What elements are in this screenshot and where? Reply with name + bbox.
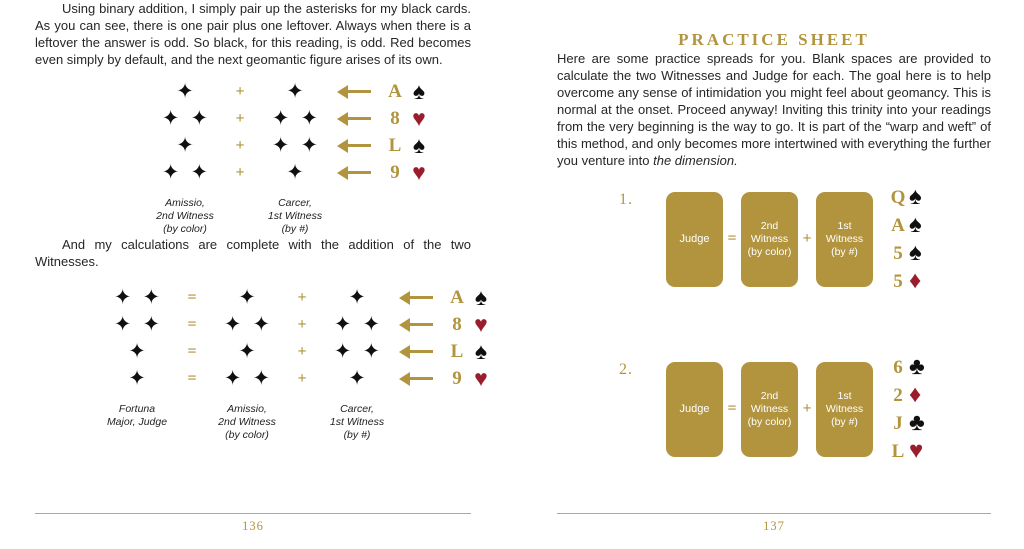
star-icon: ✦ xyxy=(348,367,366,390)
practice-spread-1 xyxy=(557,183,991,295)
star-icon: ✦ xyxy=(333,340,352,363)
page-number: 137 xyxy=(763,519,785,533)
plus-operator: + xyxy=(297,315,307,333)
plus-operator: + xyxy=(802,230,812,247)
box-line: Witness xyxy=(750,402,789,415)
item-number: 2. xyxy=(619,361,633,378)
figure-row-stars xyxy=(224,314,270,335)
star-icon: ✦ xyxy=(161,161,180,184)
footer-rule xyxy=(35,513,471,514)
figure-row-stars xyxy=(176,135,194,156)
card-rank: Q xyxy=(890,186,906,208)
card xyxy=(889,211,922,239)
intro-italic-text: the dimension. xyxy=(653,153,738,168)
box-line: (by #) xyxy=(831,415,858,428)
figure-row-stars xyxy=(114,314,160,335)
intro-text: Here are some practice spreads for you. Blank spaces are provided to calculate the two Witnesses and Judge for each. The goal here is to help overcome any sense of intimidation you might feel about geomancy. This is normal at the onset. Proceed anyway! Inviting this trinity into your readings from the very beginning is the way to go. It is part of the “warp and weft” of this method, and only becomes more intertwined with everything the further you venture into xyxy=(557,51,991,168)
star-icon: ✦ xyxy=(252,367,271,390)
equals-operator: = xyxy=(727,230,737,247)
figure-row-stars xyxy=(272,108,318,129)
judge-box xyxy=(666,362,723,457)
heart-icon: ♥ xyxy=(412,159,426,185)
box-line: (by #) xyxy=(831,245,858,258)
card-rank: 2 xyxy=(893,384,903,406)
paragraph-calculations: And my calculations are complete with the addition of the two Witnesses. xyxy=(35,237,471,269)
judge-label: Judge xyxy=(679,232,710,245)
figure-row-stars xyxy=(348,287,366,308)
star-icon: ✦ xyxy=(362,313,381,336)
caption-line: Carcer, xyxy=(340,403,374,415)
equals-operator: = xyxy=(187,342,197,360)
second-witness-box xyxy=(741,192,798,287)
figure-row-stars xyxy=(162,162,208,183)
left-arrow-icon xyxy=(348,144,371,147)
card xyxy=(889,267,922,295)
star-icon: ✦ xyxy=(271,107,290,130)
first-witness-box xyxy=(816,192,873,287)
card-rank: A xyxy=(891,214,905,236)
caption-line: (by #) xyxy=(343,429,371,441)
judge-label: Judge xyxy=(679,402,710,415)
caption-line: Carcer, xyxy=(278,197,312,209)
practice-spread-2 xyxy=(557,353,991,465)
judge-addition-diagram xyxy=(98,284,488,442)
star-icon: ✦ xyxy=(161,107,180,130)
box-line: Witness xyxy=(750,232,789,245)
spade-icon: ♠ xyxy=(909,183,922,210)
card-rank: 8 xyxy=(390,108,400,129)
figure-caption xyxy=(107,403,167,429)
card-rank: L xyxy=(891,440,905,462)
card-list xyxy=(889,183,922,295)
caption-line: (by color) xyxy=(225,429,269,441)
caption-line: Major, Judge xyxy=(106,416,168,428)
card-rank: A xyxy=(388,81,402,102)
figure-row-stars xyxy=(176,81,194,102)
left-page xyxy=(35,0,488,549)
caption-line: Amissio, xyxy=(227,403,267,415)
card-rank: 6 xyxy=(893,356,903,378)
box-line: Witness xyxy=(825,232,864,245)
first-witness-box xyxy=(816,362,873,457)
star-icon: ✦ xyxy=(113,313,132,336)
intro-paragraph xyxy=(557,50,991,169)
heart-icon: ♥ xyxy=(909,437,924,464)
star-icon: ✦ xyxy=(142,313,161,336)
paragraph-binary-addition: Using binary addition, I simply pair up the asterisks for my black cards. As you can see, there is one pair plus one leftover. Always when there is a leftover the answer is odd. So black, for this reading, is odd. Red becomes even simply by default, and the next geomantic figure arises of its own. xyxy=(35,1,471,67)
star-icon: ✦ xyxy=(286,161,304,184)
figure-row-stars xyxy=(128,368,146,389)
card-rank: J xyxy=(893,412,903,434)
figure-caption xyxy=(268,197,322,236)
star-icon: ✦ xyxy=(176,80,194,103)
left-arrow-shape xyxy=(410,323,433,326)
left-arrow-shape xyxy=(348,90,371,93)
star-icon: ✦ xyxy=(223,367,242,390)
box-line: (by color) xyxy=(747,415,792,428)
card-rank: 9 xyxy=(452,368,462,389)
left-arrow-icon xyxy=(410,350,433,353)
figure-row-stars xyxy=(272,135,318,156)
club-icon: ♣ xyxy=(909,353,925,380)
left-arrow-shape xyxy=(410,377,433,380)
caption-line: (by #) xyxy=(281,223,309,235)
figure-row-stars xyxy=(334,341,380,362)
item-number: 1. xyxy=(619,191,633,208)
plus-operator: + xyxy=(235,163,245,181)
star-icon: ✦ xyxy=(333,313,352,336)
star-icon: ✦ xyxy=(176,134,194,157)
figure-caption xyxy=(156,197,214,236)
card-list xyxy=(889,353,925,465)
caption-line: Fortuna xyxy=(118,403,156,415)
left-arrow-icon xyxy=(348,171,371,174)
left-footer xyxy=(35,513,471,534)
heart-icon: ♥ xyxy=(474,365,488,391)
plus-operator: + xyxy=(235,136,245,154)
left-arrow-shape xyxy=(410,296,433,299)
equals-operator: = xyxy=(187,369,197,387)
figure-row-stars xyxy=(286,162,304,183)
plus-operator: + xyxy=(802,400,812,417)
card-rank: 5 xyxy=(893,242,903,264)
plus-operator: + xyxy=(297,369,307,387)
star-icon: ✦ xyxy=(238,286,256,309)
box-line: Witness xyxy=(825,402,864,415)
left-arrow-shape xyxy=(348,144,371,147)
left-arrow-icon xyxy=(410,323,433,326)
spade-icon: ♠ xyxy=(474,338,488,364)
star-icon: ✦ xyxy=(348,286,366,309)
caption-line: 1st Witness xyxy=(267,210,323,222)
figure-row-stars xyxy=(238,287,256,308)
figure-row-stars xyxy=(348,368,366,389)
card xyxy=(889,239,922,267)
card-rank: 5 xyxy=(893,270,903,292)
card xyxy=(889,381,925,409)
star-icon: ✦ xyxy=(286,80,304,103)
card-rank: L xyxy=(388,135,402,156)
star-icon: ✦ xyxy=(190,107,209,130)
star-icon: ✦ xyxy=(362,340,381,363)
spade-icon: ♠ xyxy=(474,284,488,310)
spade-icon: ♠ xyxy=(412,78,426,104)
figure-row-stars xyxy=(162,108,208,129)
spade-icon: ♠ xyxy=(412,132,426,158)
star-icon: ✦ xyxy=(271,134,290,157)
second-witness-box xyxy=(741,362,798,457)
equals-operator: = xyxy=(187,315,197,333)
left-arrow-shape xyxy=(348,171,371,174)
plus-operator: + xyxy=(297,288,307,306)
star-icon: ✦ xyxy=(238,340,256,363)
star-icon: ✦ xyxy=(128,340,146,363)
left-arrow-icon xyxy=(410,377,433,380)
card-rank: L xyxy=(450,341,464,362)
heart-icon: ♥ xyxy=(474,311,488,337)
judge-box xyxy=(666,192,723,287)
left-arrow-shape xyxy=(348,117,371,120)
heart-icon: ♥ xyxy=(412,105,426,131)
club-icon: ♣ xyxy=(909,409,925,436)
equals-operator: = xyxy=(187,288,197,306)
figure-caption xyxy=(218,403,276,442)
star-icon: ✦ xyxy=(252,313,271,336)
star-icon: ✦ xyxy=(223,313,242,336)
card xyxy=(889,183,922,211)
left-arrow-icon xyxy=(348,90,371,93)
card-rank: A xyxy=(450,287,464,308)
spade-icon: ♠ xyxy=(909,239,922,266)
box-line: 1st xyxy=(837,219,852,232)
footer-rule xyxy=(557,513,991,514)
card xyxy=(889,353,925,381)
witness-addition-diagram xyxy=(146,78,471,236)
star-icon: ✦ xyxy=(113,286,132,309)
star-icon: ✦ xyxy=(142,286,161,309)
diamond-icon: ♦ xyxy=(909,381,922,408)
right-page xyxy=(557,0,991,549)
caption-line: (by color) xyxy=(163,223,207,235)
star-icon: ✦ xyxy=(300,107,319,130)
page-title: PRACTICE SHEET xyxy=(678,30,870,49)
figure-row-stars xyxy=(128,341,146,362)
left-arrow-shape xyxy=(410,350,433,353)
box-line: 2nd xyxy=(760,219,779,232)
figure-row-stars xyxy=(114,287,160,308)
box-line: 1st xyxy=(837,389,852,402)
figure-row-stars xyxy=(224,368,270,389)
star-icon: ✦ xyxy=(128,367,146,390)
left-arrow-icon xyxy=(348,117,371,120)
plus-operator: + xyxy=(297,342,307,360)
figure-row-stars xyxy=(238,341,256,362)
star-icon: ✦ xyxy=(300,134,319,157)
card-rank: 9 xyxy=(390,162,400,183)
equals-operator: = xyxy=(727,400,737,417)
caption-line: Amissio, xyxy=(165,197,205,209)
star-icon: ✦ xyxy=(190,161,209,184)
page-number: 136 xyxy=(242,519,264,533)
box-line: (by color) xyxy=(747,245,792,258)
plus-operator: + xyxy=(235,109,245,127)
plus-operator: + xyxy=(235,82,245,100)
figure-row-stars xyxy=(334,314,380,335)
caption-line: 1st Witness xyxy=(329,416,385,428)
card xyxy=(889,437,925,465)
right-footer xyxy=(557,513,991,534)
figure-caption xyxy=(330,403,384,442)
box-line: 2nd xyxy=(760,389,779,402)
figure-row-stars xyxy=(286,81,304,102)
card xyxy=(889,409,925,437)
spade-icon: ♠ xyxy=(909,211,922,238)
left-arrow-icon xyxy=(410,296,433,299)
card-rank: 8 xyxy=(452,314,462,335)
diamond-icon: ♦ xyxy=(909,267,922,294)
caption-line: 2nd Witness xyxy=(218,416,276,428)
caption-line: 2nd Witness xyxy=(156,210,214,222)
